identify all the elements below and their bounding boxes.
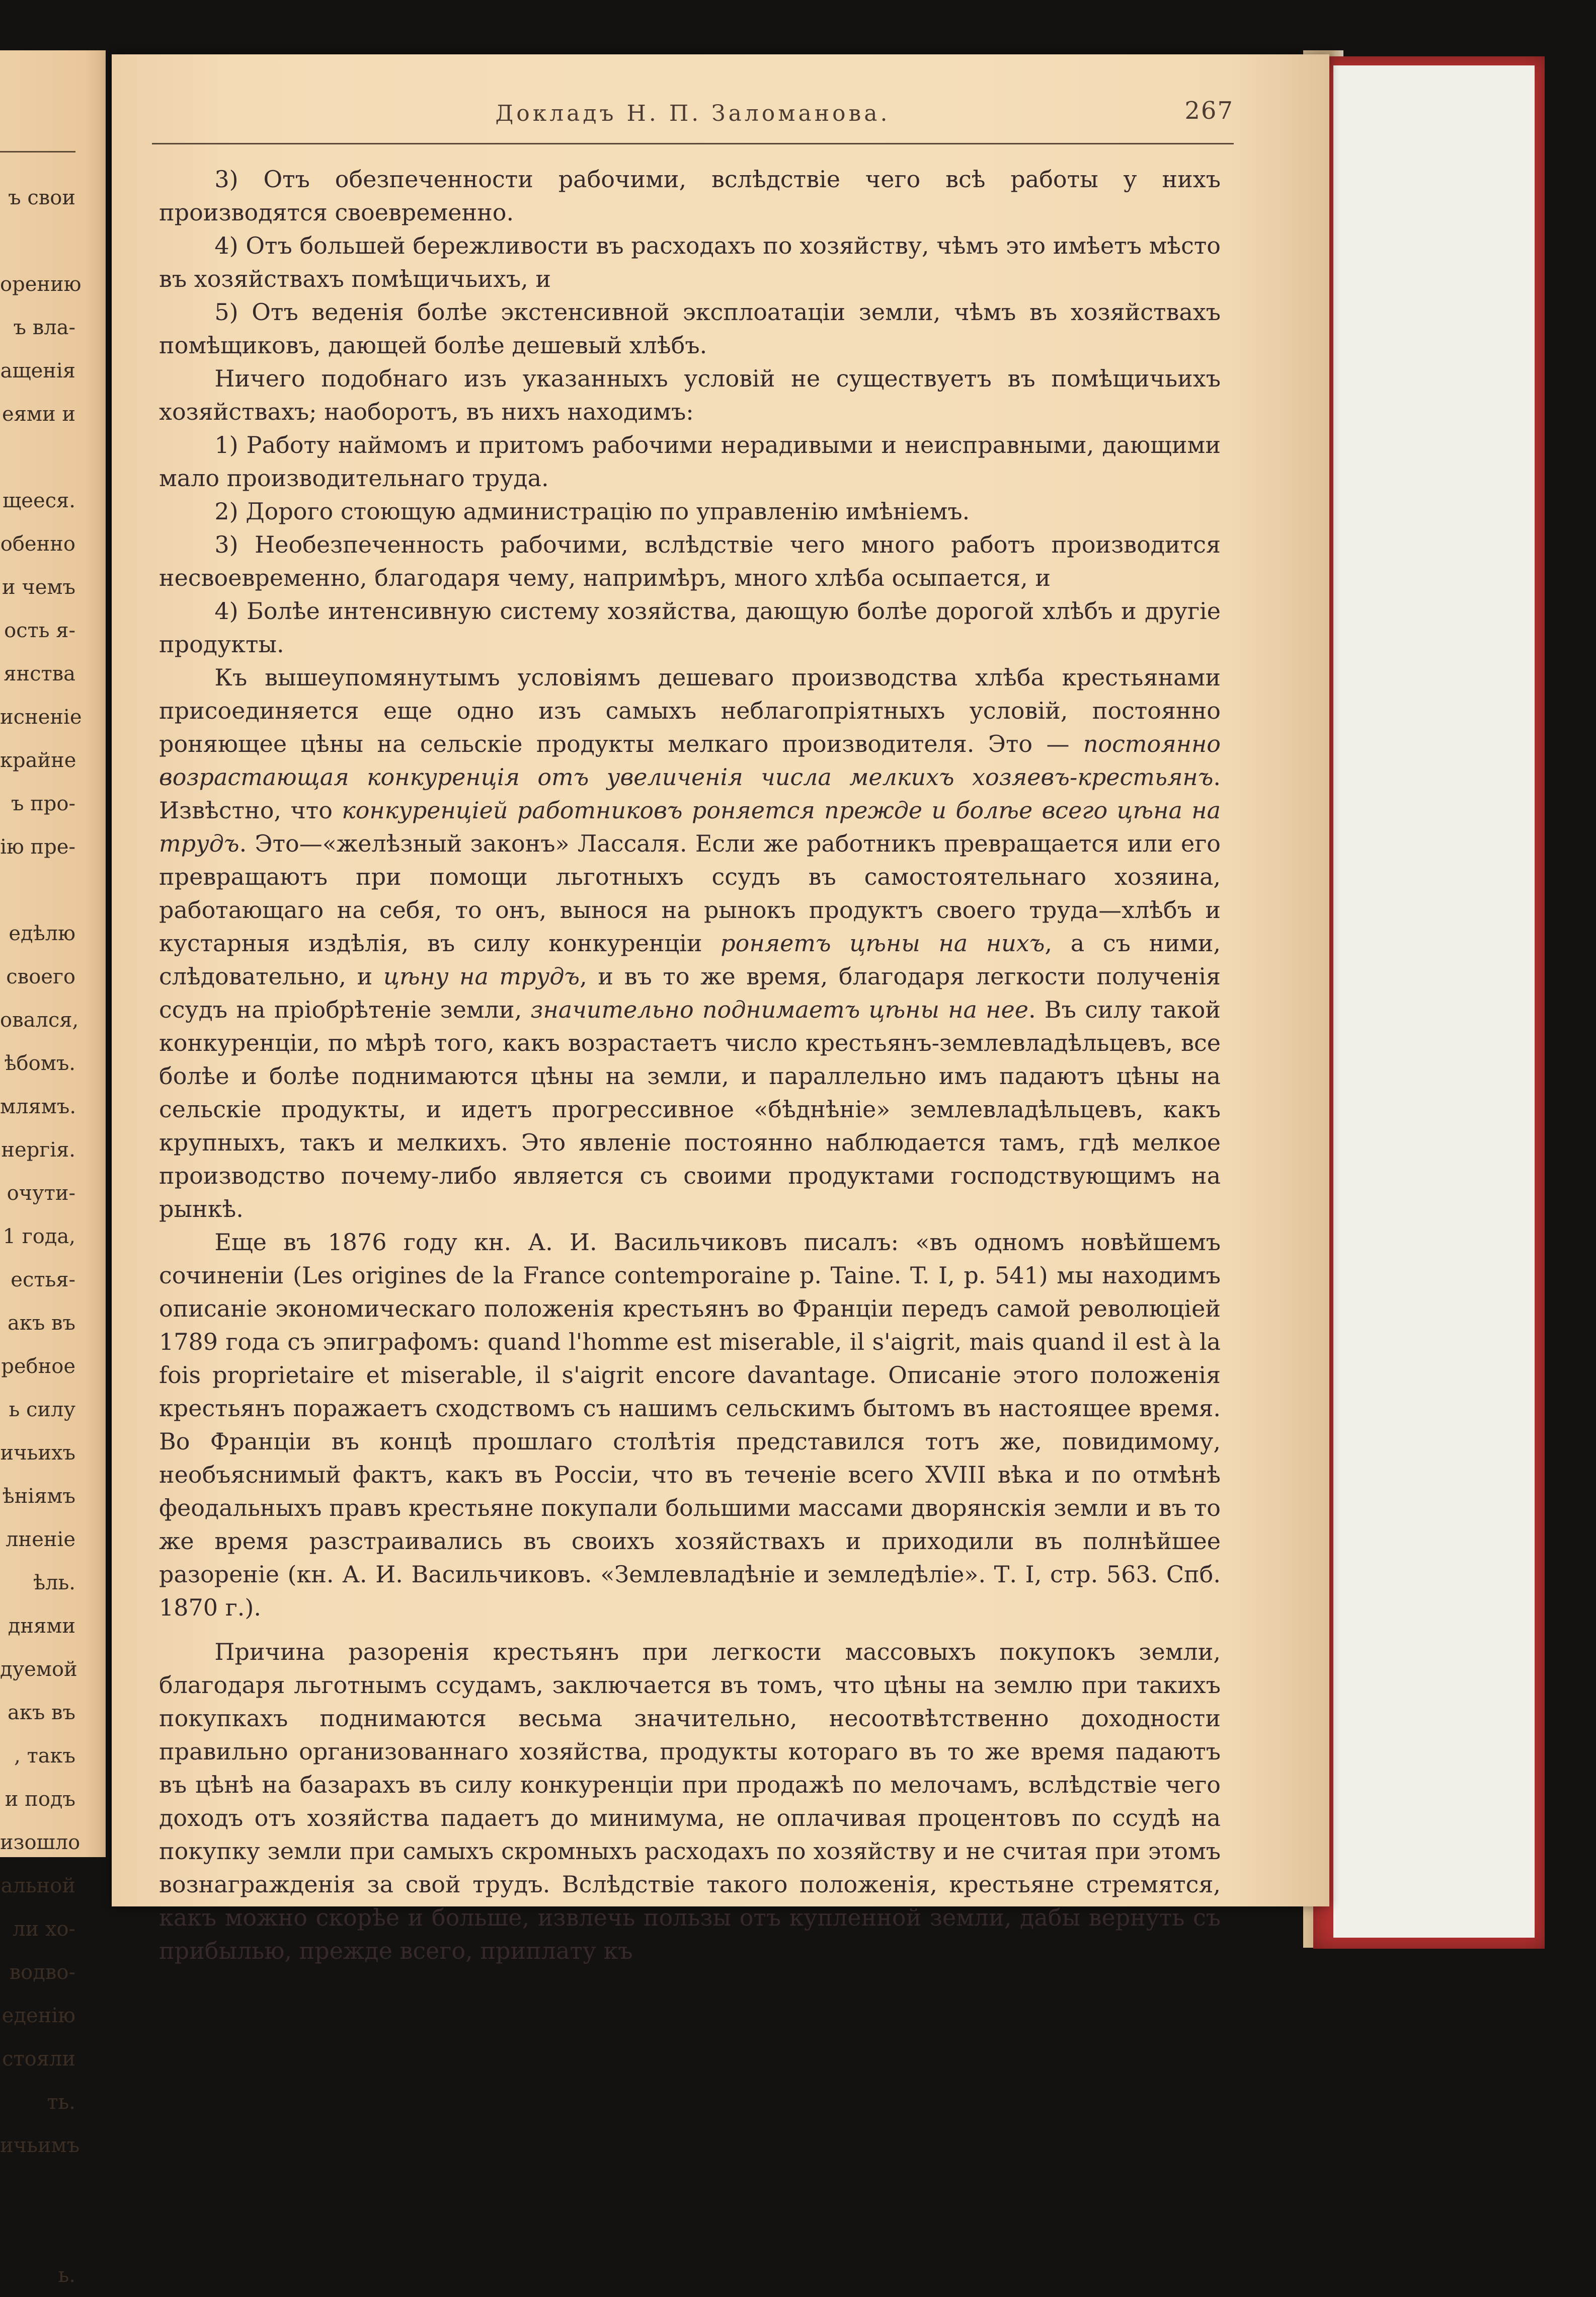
text-run: Еще въ 1876 году кн. А. И. Васильчиковъ писалъ: «въ одномъ новѣйшемъ сочиненіи (Les origines de la France contemporaine p. Taine. T. I, p. 541) мы находимъ описаніе экономическаго положенія крестьянъ во Франціи передъ самой революціей 1789 года съ эпиграфомъ: quand l'homme est miserable, il s'aigrit, mais quand il est à la fois proprietaire et miserable, il s'aigrit encore davantage. Описаніе этого положенія крестьянъ поражаетъ сходствомъ съ нашимъ сельскимъ бытомъ въ настоящее время. Во Франціи въ концѣ прошлаго столѣтія представился тотъ же, повидимому, необъяснимый фактъ, какъ въ Россіи, что въ теченіе всего XVIII вѣка и по отмѣнѣ феодальныхъ правъ крестьяне покупали большими массами дворянскія земли и въ то же время разстраивались въ своихъ хозяйствахъ и приходили въ полнѣйшее разореніе (кн. А. И. Васильчиковъ. «Землевладѣніе и земледѣліе». Т. I, стр. 563. Спб. 1870 г.). <box>159 1229 1221 1621</box>
facing-page-fragment: ѣбомъ. <box>4 1052 75 1075</box>
facing-page-fragment: едѣлю <box>9 922 75 945</box>
paragraph-p7 <box>159 528 1221 594</box>
facing-page-fragment: еденію <box>2 2004 75 2027</box>
italic-emphasis: постоянно возрастающая конкуренція отъ увеличенія числа мелкихъ хозяевъ-крестьянъ <box>159 730 1221 791</box>
book-page <box>112 54 1329 1964</box>
facing-page-fragment: млямъ. <box>0 1095 76 1118</box>
facing-page-fragment: акъ въ <box>8 1701 75 1724</box>
facing-page-left <box>0 50 106 2287</box>
text-run: . Въ силу такой конкуренціи, по мѣрѣ того, какъ возрастаетъ число крестьянъ-землевладѣльцевъ, все болѣе и болѣе поднимаются цѣны на земли, и параллельно имъ падаютъ цѣны на сельскіе продукты, и идетъ прогрессивное «бѣднѣніе» землевладѣльцевъ, какъ крупныхъ, такъ и мелкихъ. Это явленіе постоянно наблюдается тамъ, гдѣ мелкое производство почему-либо является съ своими продуктами господствующимъ на рынкѣ. <box>159 996 1221 1222</box>
text-run: , и въ то же время, благодаря легкости полученія ссудъ на пріобрѣтеніе земли, <box>159 963 1221 1023</box>
text-run: Причина разоренія крестьянъ при легкости массовыхъ покупокъ земли, благодаря льготнымъ ссудамъ, заключается въ томъ, что цѣны на землю при такихъ покупкахъ поднимаются весьма значительно, несоотвѣтственно доходности правильно организованнаго хозяйства, продукты котораго въ то же время падаютъ въ цѣнѣ на базарахъ въ силу конкуренціи при продажѣ по мелочамъ, вслѣдствіе чего доходъ отъ хозяйства падаетъ до минимума, не оплачивая процентовъ по ссудѣ на покупку земли при самыхъ скромныхъ расходахъ по хозяйству и не считая при этомъ вознагражденія за свой трудъ. Вслѣдствіе такого положенія, крестьяне стремятся, какъ можно скорѣе и больше, извлечь пользы отъ купленной земли, дабы вернуть съ прибылью, прежде всего, приплату къ <box>159 1638 1221 1964</box>
facing-page-fragment <box>0 436 106 479</box>
facing-page-fragment: дуемой <box>0 1658 77 1681</box>
facing-page-fragment: стояли <box>2 2047 75 2071</box>
facing-page-fragment: щееся. <box>3 489 75 512</box>
facing-page-fragment: орению <box>0 273 82 296</box>
facing-page-fragment: ребное <box>1 1355 75 1378</box>
facing-page-fragment: ѣніямъ <box>2 1485 75 1508</box>
facing-page-fragment: и чемъ <box>2 576 75 599</box>
facing-page-fragment: янства <box>4 662 75 685</box>
facing-page-fragment <box>0 2167 106 2210</box>
facing-page-fragment: ть. <box>47 2091 75 2114</box>
facing-page-fragment: и подъ <box>5 1788 75 1811</box>
page-header <box>152 90 1234 140</box>
facing-page-fragment <box>0 219 106 263</box>
text-run: . Извѣстно, что <box>159 763 1221 824</box>
facing-page-fragment: изошло <box>0 1831 81 1854</box>
facing-page-fragment: ь силу <box>9 1398 75 1421</box>
facing-page-fragment: овался, <box>0 1009 79 1032</box>
page-number: 267 <box>1184 97 1234 125</box>
running-head: Докладъ Н. П. Заломанова. <box>495 101 891 126</box>
italic-emphasis: роняетъ цѣны на нихъ <box>721 930 1045 957</box>
facing-page-fragment <box>0 2210 106 2254</box>
text-run: 1) Работу наймомъ и притомъ рабочими нерадивыми и неисправными, дающими мало производительнаго труда. <box>159 431 1221 492</box>
facing-page-fragment: очути- <box>7 1182 75 1205</box>
italic-emphasis: конкуренціей работниковъ роняется прежде и болѣе всего цѣна на трудъ <box>159 797 1221 857</box>
facing-page-text-fragments <box>0 176 106 2297</box>
paragraph-p3 <box>159 295 1221 362</box>
facing-page-fragment: ъ вла- <box>13 316 75 339</box>
text-run: 2) Дорого стоющую администрацію по управленію имѣніемъ. <box>214 498 970 525</box>
text-run: 4) Болѣе интенсивную систему хозяйства, дающую болѣе дорогой хлѣбъ и другіе продукты. <box>159 597 1221 658</box>
facing-page-fragment: крайне <box>0 749 76 772</box>
text-run: 3) Необезпеченность рабочими, вслѣдствіе чего много работъ производится несвоевременно, благодаря чему, напримѣръ, много хлѣба осыпается, и <box>159 531 1221 591</box>
facing-page-fragment: ь. <box>58 2264 75 2287</box>
facing-page-fragment: еями и <box>2 403 75 426</box>
facing-page-fragment: водво- <box>9 1961 75 1984</box>
facing-page-fragment: нергія. <box>1 1138 75 1162</box>
facing-page-fragment: естья- <box>11 1268 75 1291</box>
text-run: , а съ ними, слѣдовательно, и <box>159 930 1221 990</box>
italic-emphasis: цѣну на трудъ <box>383 963 580 990</box>
facing-page-rule <box>0 151 75 152</box>
facing-page-fragment: , такъ <box>14 1744 75 1768</box>
header-rule <box>152 143 1234 144</box>
italic-emphasis: значительно поднимаетъ цѣны на нее <box>530 996 1028 1023</box>
facing-page-fragment: своего <box>6 965 75 988</box>
paragraph-p11 <box>159 1635 1221 1967</box>
facing-page-fragment: лненіе <box>6 1528 75 1551</box>
facing-page-fragment: исненіе <box>0 706 82 729</box>
facing-page-fragment: ъ про- <box>11 792 75 815</box>
facing-page-fragment: ащенія <box>0 359 75 382</box>
paragraph-p1 <box>159 163 1221 229</box>
facing-page-fragment: ичьихъ <box>0 1441 75 1465</box>
text-run: 5) Отъ веденія болѣе экстенсивной эксплоатаціи земли, чѣмъ въ хозяйствахъ помѣщиковъ, дающей болѣе дешевый хлѣбъ. <box>159 298 1221 359</box>
facing-page-fragment: обенно <box>0 532 75 556</box>
facing-page-fragment: ли хо- <box>13 1918 75 1941</box>
facing-page-fragment: ію пре- <box>0 835 75 859</box>
paragraph-p4 <box>159 362 1221 428</box>
facing-page-fragment <box>0 869 106 912</box>
paragraph-p8 <box>159 594 1221 661</box>
facing-page-fragment: 1 года, <box>3 1225 75 1248</box>
paragraph-p6 <box>159 495 1221 528</box>
text-run: Къ вышеупомянутымъ условіямъ дешеваго производства хлѣба крестьянами присоединяется еще одно изъ самыхъ неблагопріятныхъ условій, постоянно роняющее цѣны на сельскіе продукты мелкаго производителя. Это — <box>159 664 1221 757</box>
page-body-text <box>159 163 1221 1967</box>
text-run: 3) Отъ обезпеченности рабочими, вслѣдствіе чего всѣ работы у нихъ производятся своевременно. <box>159 166 1221 226</box>
facing-page-fragment: альной <box>1 1874 75 1897</box>
endpaper <box>1333 65 1535 1938</box>
facing-page-fragment: ость я- <box>4 619 75 642</box>
facing-page-fragment: ѣль. <box>33 1571 75 1594</box>
paragraph-p2 <box>159 229 1221 295</box>
text-run: . Это—«желѣзный законъ» Лассаля. Если же работникъ превращается или его превращаютъ при помощи льготныхъ ссудъ въ самостоятельнаго хозяина, работающаго на себя, то онъ, вынося на рынокъ продуктъ своего труда—хлѣбъ и кустарныя издѣлія, въ силу конкуренціи <box>159 830 1221 957</box>
paragraph-p10 <box>159 1226 1221 1624</box>
text-run: 4) Отъ большей бережливости въ расходахъ по хозяйству, чѣмъ это имѣетъ мѣсто въ хозяйствахъ помѣщичьихъ, и <box>159 232 1221 292</box>
text-run: Ничего подобнаго изъ указанныхъ условій не существуетъ въ помѣщичьихъ хозяйствахъ; наоборотъ, въ нихъ находимъ: <box>159 365 1221 425</box>
facing-page-fragment: акъ въ <box>8 1312 75 1335</box>
facing-page-fragment: ичьимъ <box>0 2134 80 2157</box>
paragraph-p9 <box>159 661 1221 1226</box>
paragraph-p5 <box>159 428 1221 495</box>
facing-page-fragment: днями <box>8 1615 75 1638</box>
facing-page-fragment: ъ свои <box>8 186 75 209</box>
